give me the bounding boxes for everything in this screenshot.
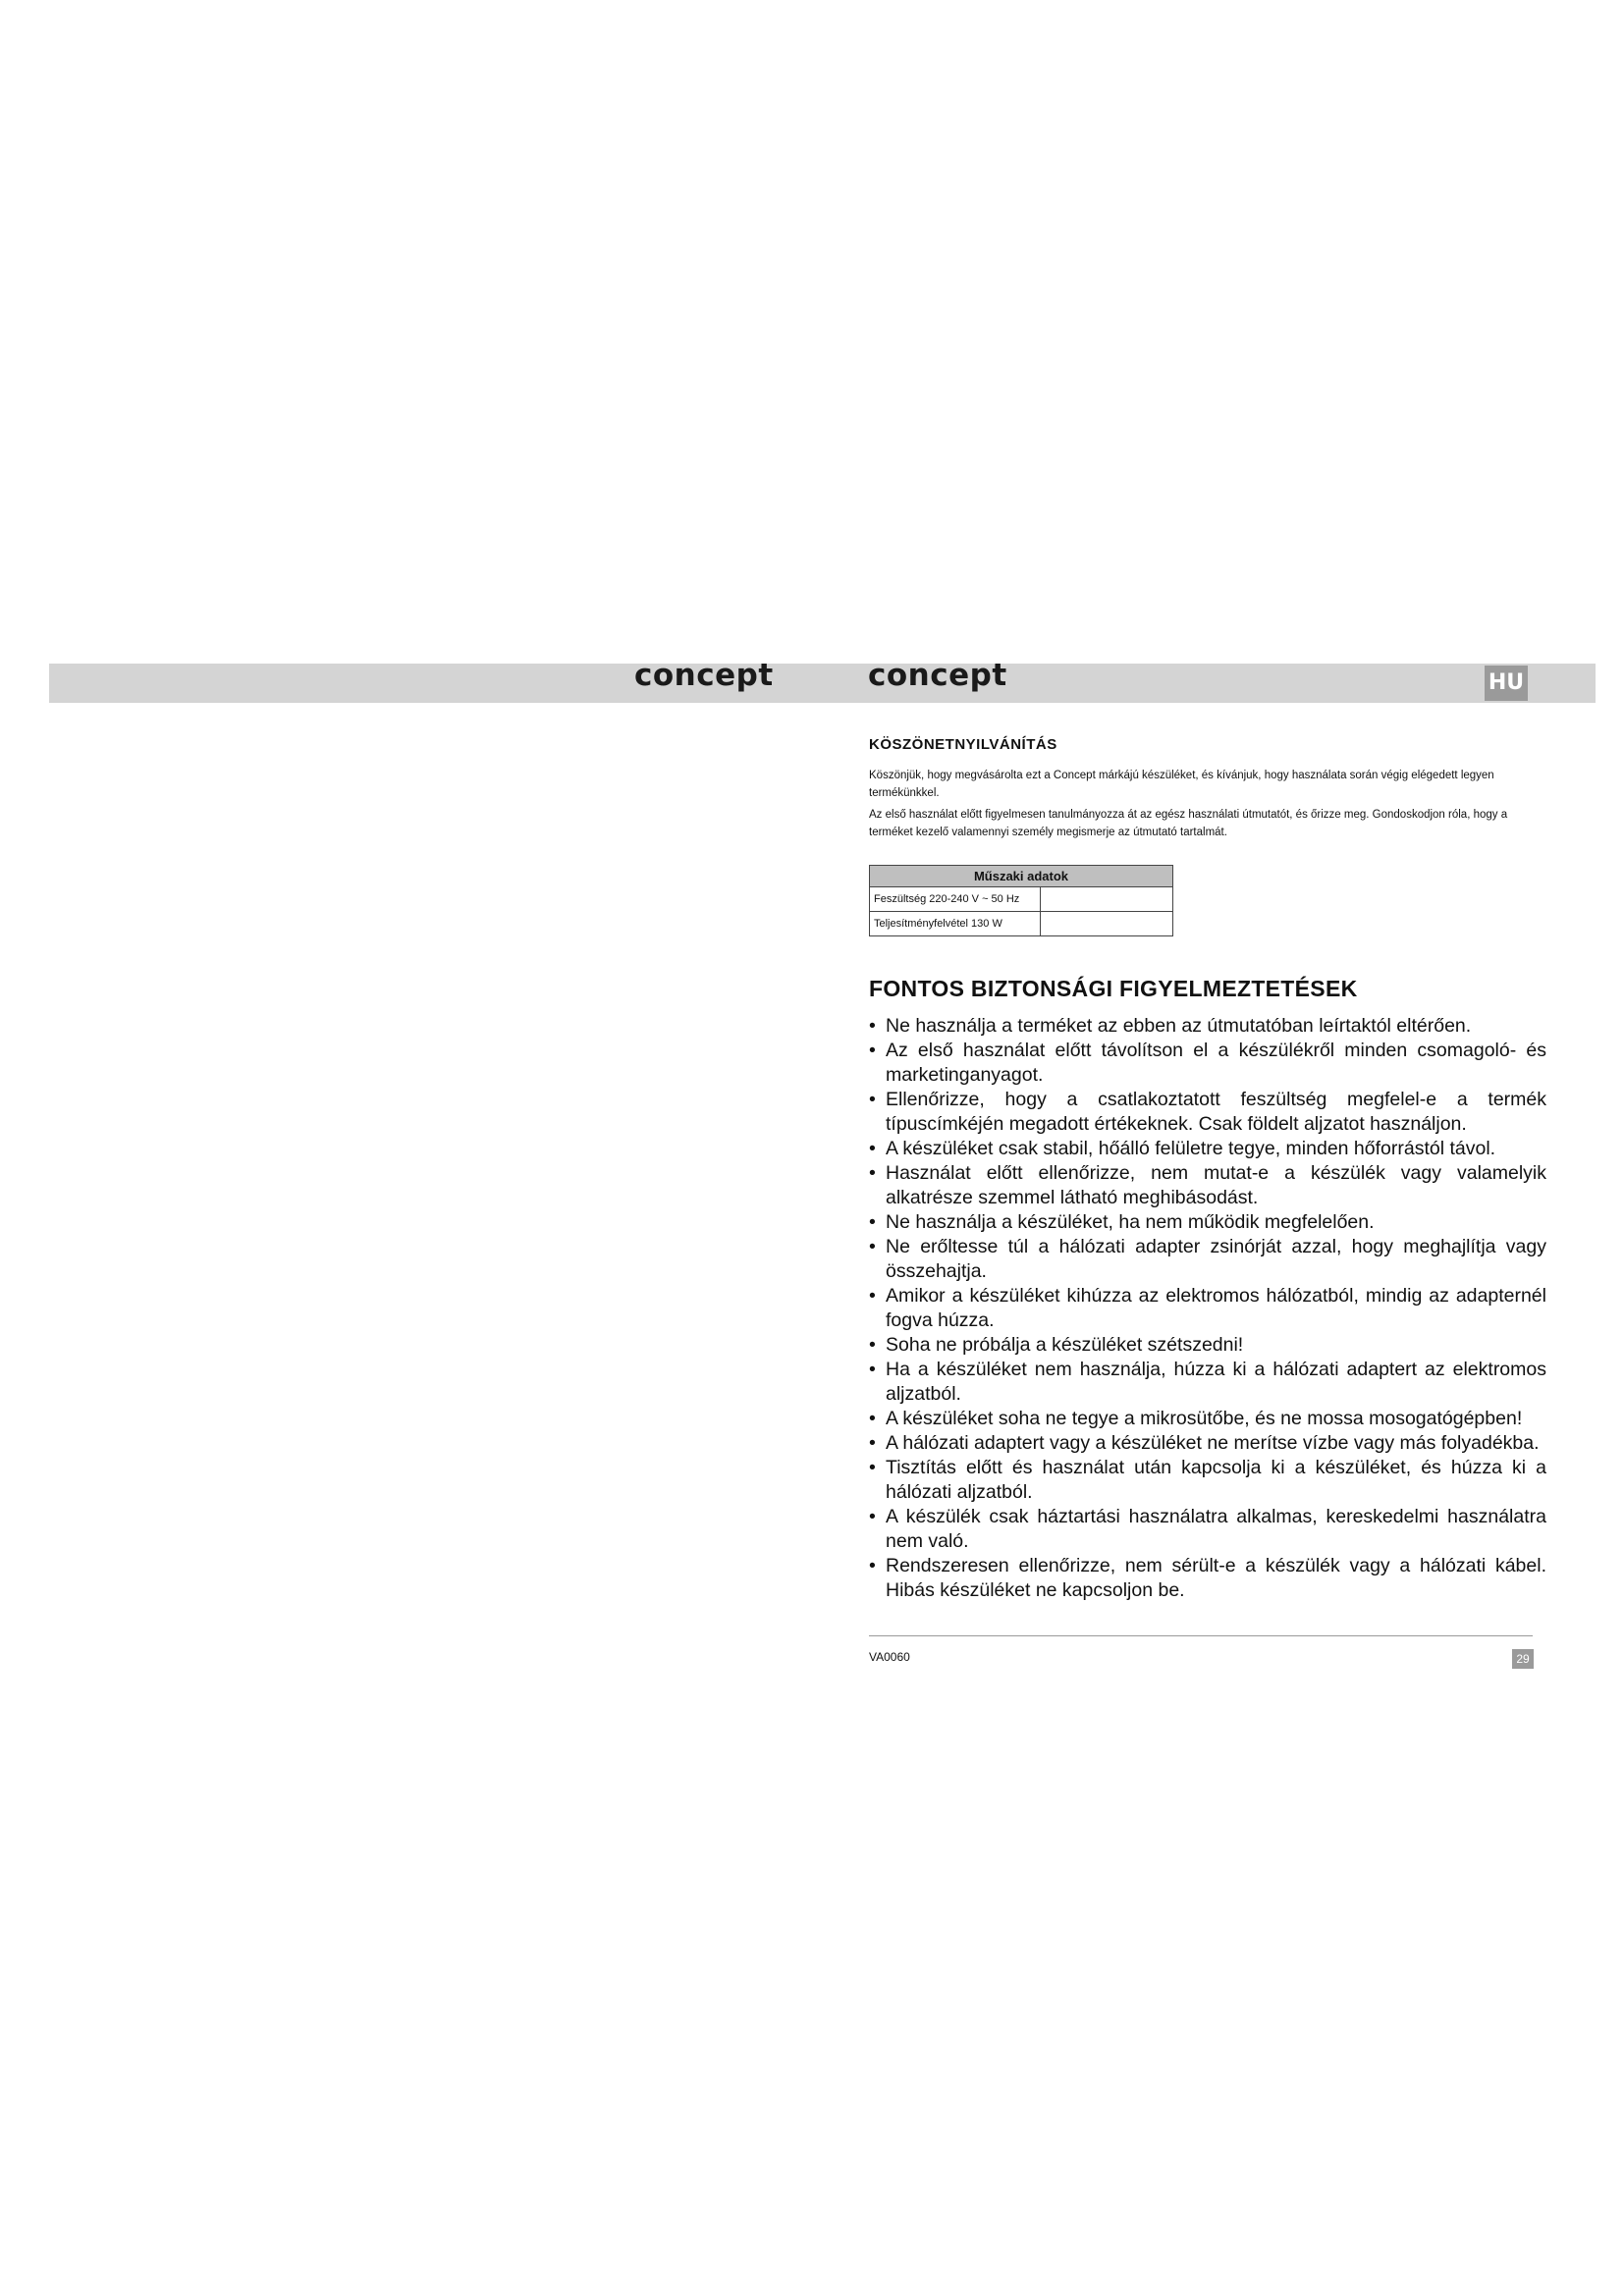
spec-value [1041,887,1173,912]
spec-label: Feszültség 220-240 V ~ 50 Hz [870,887,1041,912]
list-item: • A hálózati adaptert vagy a készüléket ne merítse vízbe vagy más folyadékba. [869,1431,1546,1456]
spec-table [869,865,1173,936]
thanks-paragraph-2: Az első használat előtt figyelmesen tanulmányozza át az egész használati útmutatót, és őrizze meg. Gondoskodjon róla, hogy a terméket kezelő valamennyi személy megismerje az útmutató tartalmát. [869,809,1508,838]
list-item: • A készüléket soha ne tegye a mikrosütőbe, és ne mossa mosogatógépben! [869,1407,1546,1431]
list-item: • Soha ne próbálja a készüléket szétszedni! [869,1333,1546,1358]
list-item: • Tisztítás előtt és használat után kapcsolja ki a készüléket, és húzza ki a hálózati aljzatból. [869,1456,1546,1505]
safety-title: FONTOS BIZTONSÁGI FIGYELMEZTETÉSEK [869,976,1358,1001]
list-item: • Ne használja a készüléket, ha nem működik megfelelően. [869,1210,1546,1235]
list-item: • Ne erőltesse túl a hálózati adapter zsinórját azzal, hogy meghajlítja vagy összehajtja. [869,1235,1546,1284]
table-row [870,912,1173,936]
model-number: VA0060 [869,1650,910,1664]
list-item: • A készülék csak háztartási használatra alkalmas, kereskedelmi használatra nem való. [869,1505,1546,1554]
brand-logo-left: concept [634,658,774,693]
spec-value [1041,912,1173,936]
list-item: • Rendszeresen ellenőrizze, nem sérült-e a készülék vagy a hálózati kábel. Hibás készüléket ne kapcsoljon be. [869,1554,1546,1603]
safety-list [869,1014,1546,1603]
list-item: • Használat előtt ellenőrizze, nem mutat-e a készülék vagy valamelyik alkatrésze szemmel látható meghibásodást. [869,1161,1546,1210]
thanks-paragraph-1: Köszönjük, hogy megvásárolta ezt a Concept márkájú készüléket, és kívánjuk, hogy használata során végig elégedett legyen termékünkkel. [869,770,1494,799]
spec-label: Teljesítményfelvétel 130 W [870,912,1041,936]
list-item: • Amikor a készüléket kihúzza az elektromos hálózatból, mindig az adapternél fogva húzza. [869,1284,1546,1333]
thanks-title: KÖSZÖNETNYILVÁNÍTÁS [869,736,1057,753]
list-item: • A készüléket csak stabil, hőálló felületre tegye, minden hőforrástól távol. [869,1137,1546,1161]
table-row [870,887,1173,912]
brand-logo-right: concept [868,658,1007,693]
list-item: • Ha a készüléket nem használja, húzza ki a hálózati adaptert az elektromos aljzatból. [869,1358,1546,1407]
manual-page [869,736,1546,1603]
language-badge: HU [1485,666,1528,701]
list-item: • Ellenőrizze, hogy a csatlakoztatott feszültség megfelel-e a termék típuscímkéjén megadott értékeknek. Csak földelt aljzatot használjon. [869,1088,1546,1137]
page-number: 29 [1512,1649,1534,1669]
list-item: • Ne használja a terméket az ebben az útmutatóban leírtaktól eltérően. [869,1014,1546,1039]
header-band [49,664,1596,703]
list-item: • Az első használat előtt távolítson el a készülékről minden csomagoló- és marketinganyagot. [869,1039,1546,1088]
footer-divider [869,1635,1533,1636]
spec-table-header: Műszaki adatok [870,866,1173,887]
